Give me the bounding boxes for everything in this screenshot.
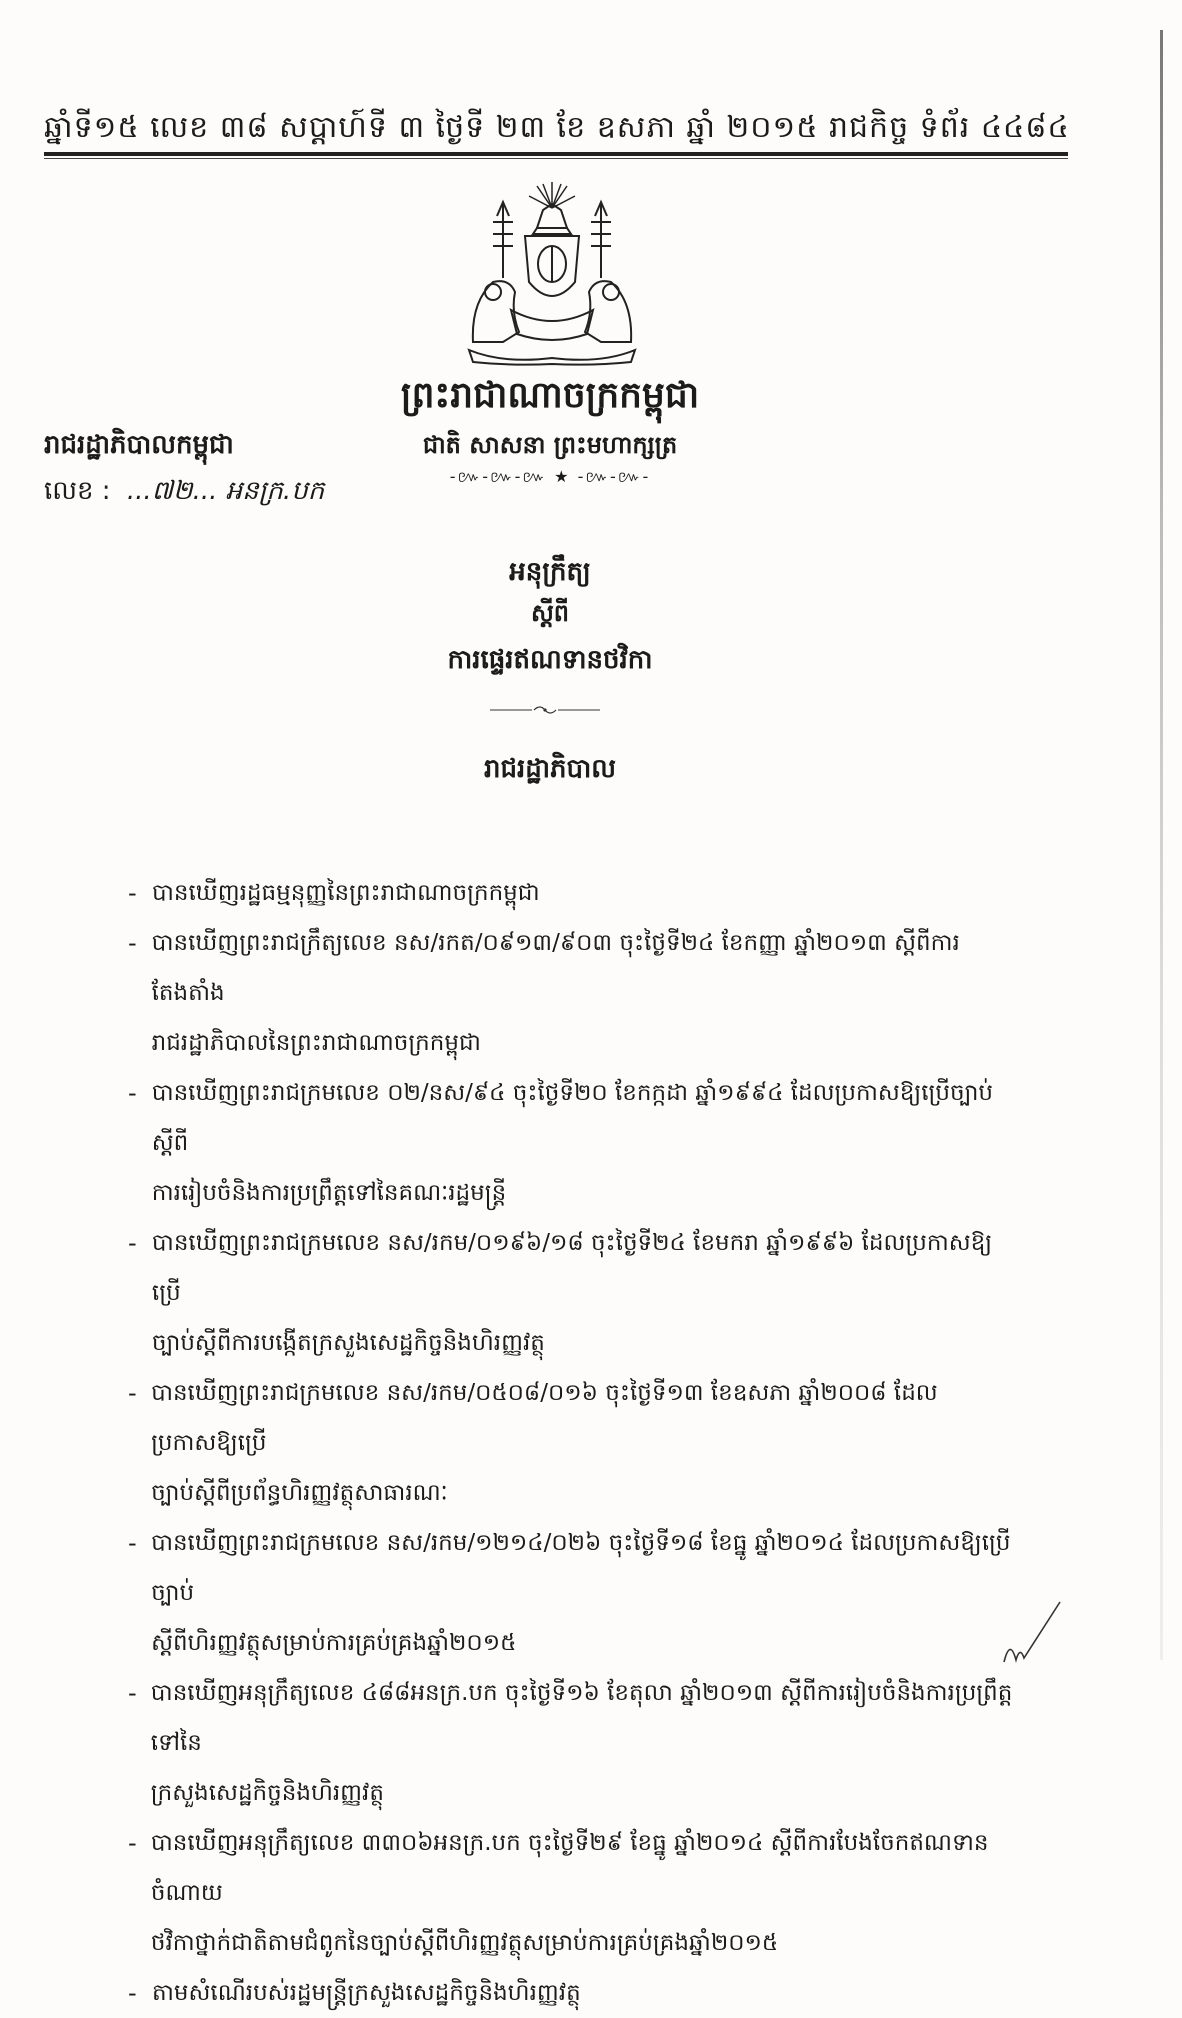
initials-signature bbox=[1000, 1598, 1070, 1668]
preamble-item bbox=[128, 1368, 1018, 1518]
scan-edge-line bbox=[1160, 30, 1163, 1660]
decree-type: អនុក្រឹត្យ bbox=[509, 557, 591, 587]
decree-about: ស្តីពី bbox=[530, 599, 570, 627]
preamble-dash: - bbox=[128, 929, 137, 957]
number-value: ...៧២... អនក្រ.បក bbox=[126, 476, 325, 506]
preamble-text bbox=[151, 1368, 1018, 1518]
government-label: រាជរដ្ឋាភិបាលកម្ពុជា bbox=[44, 430, 234, 460]
kingdom-name: ព្រះរាជាណាចក្រកម្ពុជា bbox=[400, 375, 700, 416]
decree-number bbox=[44, 474, 324, 512]
preamble-list bbox=[128, 868, 1018, 2018]
preamble-item bbox=[128, 1218, 1018, 1368]
preamble-line: បានឃើញព្រះរាជក្រមលេខ នស/រកម/០៥០៨/០១៦ ចុះថ្ងៃទី១៣ ខែឧសភា ឆ្នាំ២០០៨ ដែលប្រកាសឱ្យប្រើ bbox=[151, 1380, 938, 1456]
preamble-item bbox=[128, 1518, 1018, 1668]
preamble-line: រាជរដ្ឋាភិបាលនៃព្រះរាជាណាចក្រកម្ពុជា bbox=[151, 1030, 481, 1056]
preamble-text bbox=[151, 1668, 1018, 1818]
motto-ornament: -៚-៚-៚ ★ -៚-៚- bbox=[449, 467, 651, 486]
preamble-line: ថវិកាថ្នាក់ជាតិតាមជំពូកនៃច្បាប់ស្តីពីហិរញ្ញវត្ថុសម្រាប់ការគ្រប់គ្រងឆ្នាំ២០១៥ bbox=[150, 1930, 779, 1956]
preamble-line: តាមសំណើរបស់រដ្ឋមន្ត្រីក្រសួងសេដ្ឋកិច្ចនិងហិរញ្ញវត្ថុ bbox=[152, 1980, 581, 2006]
preamble-text bbox=[152, 1068, 1018, 1218]
preamble-item bbox=[128, 1668, 1018, 1818]
preamble-item bbox=[128, 1818, 1018, 1968]
preamble-line: បានឃើញព្រះរាជក្រមលេខ នស/រកម/១២១៤/០២៦ ចុះថ្ងៃទី១៨ ខែធ្នូ ឆ្នាំ២០១៤ ដែលប្រកាសឱ្យប្រើច្បាប់ bbox=[151, 1530, 1011, 1606]
preamble-item bbox=[128, 1068, 1018, 1218]
preamble-line: ការរៀបចំនិងការប្រព្រឹត្តទៅនៃគណៈរដ្ឋមន្ត្រី bbox=[151, 1180, 507, 1206]
header-rule-thin bbox=[44, 158, 1068, 159]
preamble-item bbox=[128, 918, 1018, 1068]
preamble-dash: - bbox=[128, 1379, 137, 1407]
royal-coat-of-arms-icon bbox=[463, 182, 641, 366]
preamble-item bbox=[128, 1968, 1018, 2018]
preamble-line: ច្បាប់ស្តីពីការបង្កើតក្រសួងសេដ្ឋកិច្ចនិងហិរញ្ញវត្ថុ bbox=[151, 1330, 545, 1356]
preamble-line: បានឃើញព្រះរាជក្រឹត្យលេខ នស/រកត/០៩១៣/៩០៣ ចុះថ្ងៃទី២៤ ខែកញ្ញា ឆ្នាំ២០១៣ ស្តីពីការតែងតាំង bbox=[151, 930, 960, 1006]
preamble-dash: - bbox=[128, 1829, 137, 1857]
issuing-authority: រាជរដ្ឋាភិបាល bbox=[483, 754, 617, 784]
preamble-dash: - bbox=[128, 1229, 137, 1257]
preamble-text bbox=[152, 1218, 1018, 1368]
preamble-dash: - bbox=[128, 1529, 137, 1557]
preamble-line: បានឃើញព្រះរាជក្រមលេខ នស/រកម/០១៩៦/១៨ ចុះថ្ងៃទី២៤ ខែមករា ឆ្នាំ១៩៩៦ ដែលប្រកាសឱ្យប្រើ bbox=[151, 1230, 993, 1306]
preamble-line: បានឃើញអនុក្រឹត្យលេខ ៤៨៨អនក្រ.បក ចុះថ្ងៃទី១៦ ខែតុលា ឆ្នាំ២០១៣ ស្តីពីការរៀបចំនិងការប្រព្រឹត្តទៅនៃ bbox=[150, 1680, 1013, 1756]
preamble-line: ស្តីពីហិរញ្ញវត្ថុសម្រាប់ការគ្រប់គ្រងឆ្នាំ២០១៥ bbox=[151, 1630, 517, 1656]
preamble-dash: - bbox=[128, 1679, 137, 1707]
preamble-text bbox=[151, 1518, 1018, 1668]
preamble-line: បានឃើញអនុក្រឹត្យលេខ ៣៣០៦អនក្រ.បក ចុះថ្ងៃទី២៩ ខែធ្នូ ឆ្នាំ២០១៤ ស្តីពីការបែងចែកឥណទានចំណាយ bbox=[150, 1830, 989, 1906]
gazette-header: ឆ្នាំទី១៥ លេខ ៣៨ សប្តាហ៍ទី ៣ ថ្ងៃទី ២៣ ខែ ឧសភា ឆ្នាំ ២០១៥ រាជកិច្ច ទំព័រ ៤៤៨៤ bbox=[44, 110, 1070, 145]
preamble-text bbox=[152, 868, 540, 918]
preamble-item bbox=[128, 868, 1018, 918]
divider-ornament-icon bbox=[490, 704, 600, 716]
preamble-line: បានឃើញព្រះរាជក្រមលេខ ០២/នស/៩៤ ចុះថ្ងៃទី២០ ខែកក្កដា ឆ្នាំ១៩៩៤ ដែលប្រកាសឱ្យប្រើច្បាប់ស្តីពី bbox=[151, 1080, 994, 1156]
preamble-text bbox=[152, 918, 1018, 1068]
number-label: លេខ : bbox=[44, 476, 111, 506]
preamble-dash: - bbox=[128, 1979, 137, 2007]
preamble-text bbox=[152, 1968, 581, 2018]
preamble-dash: - bbox=[128, 1079, 137, 1107]
preamble-line: ច្បាប់ស្តីពីប្រព័ន្ធហិរញ្ញវត្ថុសាធារណៈ bbox=[151, 1480, 448, 1506]
header-rule bbox=[44, 152, 1068, 156]
national-motto: ជាតិ សាសនា ព្រះមហាក្សត្រ bbox=[422, 431, 678, 459]
preamble-dash: - bbox=[128, 879, 137, 907]
preamble-line: ក្រសួងសេដ្ឋកិច្ចនិងហិរញ្ញវត្ថុ bbox=[150, 1780, 384, 1806]
preamble-text bbox=[151, 1818, 1018, 1968]
decree-subject: ការផ្ទេរឥណទានថវិកា bbox=[447, 645, 653, 675]
preamble-line: បានឃើញរដ្ឋធម្មនុញ្ញនៃព្រះរាជាណាចក្រកម្ពុជា bbox=[152, 880, 540, 906]
